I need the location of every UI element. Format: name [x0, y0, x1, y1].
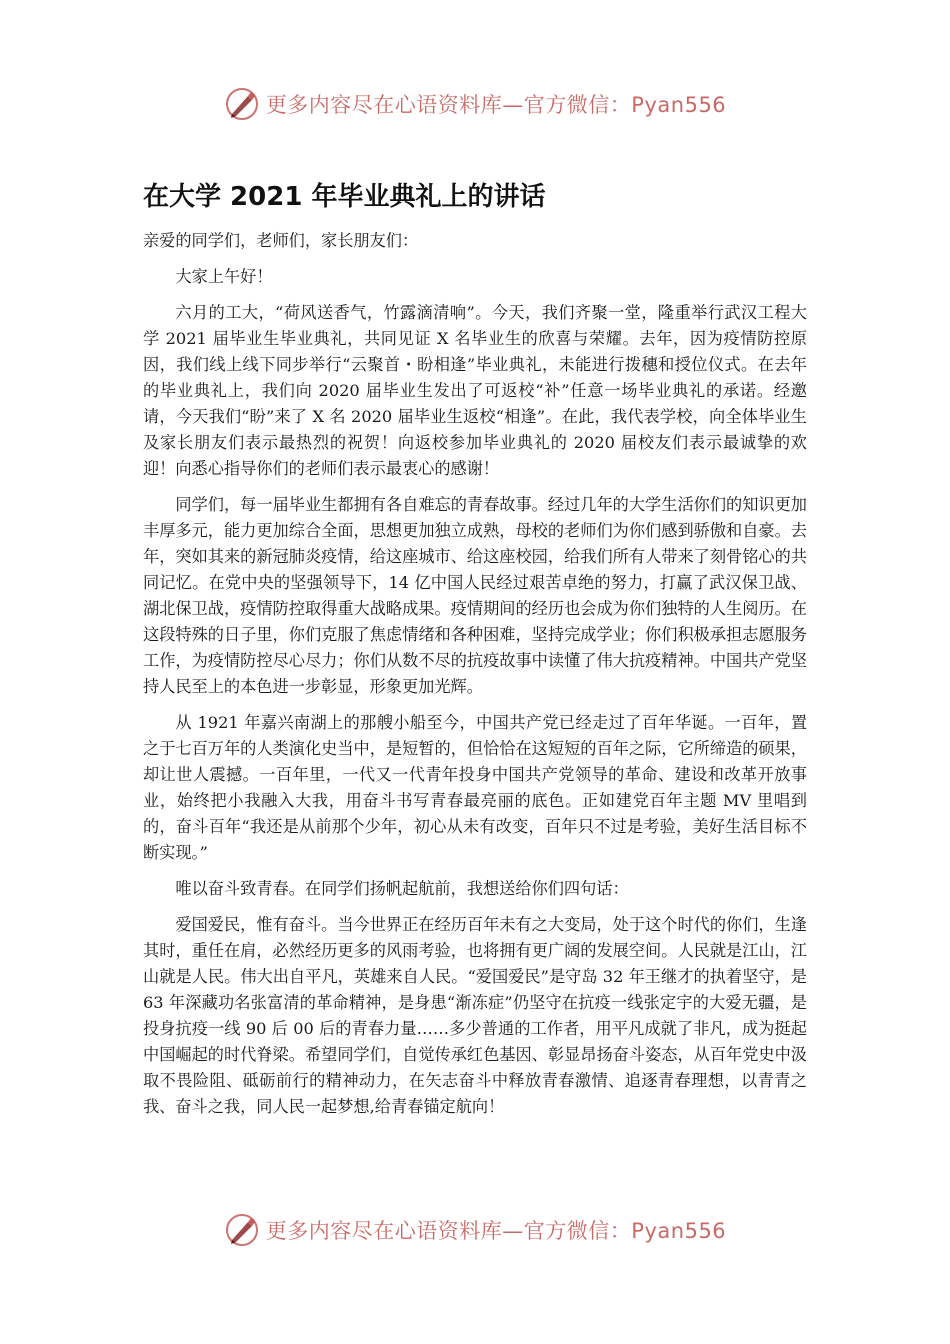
header-banner-text: 更多内容尽在心语资料库—官方微信：Pyan556	[265, 93, 727, 117]
page-title: 在大学 2021 年毕业典礼上的讲话	[143, 182, 546, 212]
header-banner	[0, 82, 950, 126]
paragraph: 六月的工大，“荷风送香气，竹露滴清响”。今天，我们齐聚一堂，隆重举行武汉工程大学 2021 届毕业生毕业典礼，共同见证 X 名毕业生的欣喜与荣耀。去年，因为疫情防控原因，我们线上线下同步举行“云聚首・盼相逢”毕业典礼，未能进行拨穗和授位仪式。在去年的毕业典礼上，我们向 2020 届毕业生发出了可返校“补”任意一场毕业典礼的承诺。经邀请，今天我们“盼”来了 X 名 2020 届毕业生返校“相逢”。在此，我代表学校，向全体毕业生及家长朋友们表示最热烈的祝贺！向返校参加毕业典礼的 2020 届校友们表示最诚挚的欢迎！向悉心指导你们的老师们表示最衷心的感谢！	[143, 303, 807, 478]
pen-logo-icon	[224, 86, 260, 122]
paragraph: 从 1921 年嘉兴南湖上的那艘小船至今，中国共产党已经走过了百年华诞。一百年，置之于七百万年的人类演化史当中，是短暂的，但恰恰在这短短的百年之际，它所缔造的硕果，却让世人震撼。一百年里，一代又一代青年投身中国共产党领导的革命、建设和改革开放事业，始终把小我融入大我，用奋斗书写青春最亮丽的底色。正如建党百年主题 MV 里唱到的，奋斗百年“我还是从前那个少年，初心从未有改变，百年只不过是考验，美好生活目标不断实现。”	[143, 713, 807, 862]
greeting: 大家上午好！	[175, 267, 273, 286]
footer-banner-text: 更多内容尽在心语资料库—官方微信：Pyan556	[265, 1219, 727, 1243]
footer-banner	[0, 1208, 950, 1252]
pen-logo-icon	[224, 1212, 260, 1248]
document-body	[143, 228, 807, 1130]
paragraph: 爱国爱民，惟有奋斗。当今世界正在经历百年未有之大变局，处于这个时代的你们，生逢其时，重任在肩，必然经历更多的风雨考验，也将拥有更广阔的发展空间。人民就是江山，江山就是人民。伟大出自平凡，英雄来自人民。“爱国爱民”是守岛 32 年王继才的执着坚守，是 63 年深藏功名张富清的革命精神，是身患“渐冻症”仍坚守在抗疫一线张定宇的大爱无疆，是投身抗疫一线 90 后 00 后的青春力量……多少普通的工作者，用平凡成就了非凡，成为挺起中国崛起的时代脊梁。希望同学们，自觉传承红色基因、彰显昂扬奋斗姿态，从百年党史中汲取不畏险阻、砥砺前行的精神动力，在矢志奋斗中释放青春激情、追逐青春理想，以青青之我、奋斗之我，同人民一起梦想,给青春锚定航向！	[143, 915, 807, 1116]
salutation: 亲爱的同学们，老师们，家长朋友们：	[143, 231, 419, 250]
paragraph: 同学们，每一届毕业生都拥有各自难忘的青春故事。经过几年的大学生活你们的知识更加丰厚多元，能力更加综合全面，思想更加独立成熟，母校的老师们为你们感到骄傲和自豪。去年，突如其来的新冠肺炎疫情，给这座城市、给这座校园，给我们所有人带来了刻骨铭心的共同记忆。在党中央的坚强领导下，14 亿中国人民经过艰苦卓绝的努力，打赢了武汉保卫战、湖北保卫战，疫情防控取得重大战略成果。疫情期间的经历也会成为你们独特的人生阅历。在这段特殊的日子里，你们克服了焦虑情绪和各种困难，坚持完成学业；你们积极承担志愿服务工作，为疫情防控尽心尽力；你们从数不尽的抗疫故事中读懂了伟大抗疫精神。中国共产党坚持人民至上的本色进一步彰显，形象更加光辉。	[143, 495, 807, 696]
paragraph: 唯以奋斗致青春。在同学们扬帆起航前，我想送给你们四句话：	[175, 879, 629, 898]
